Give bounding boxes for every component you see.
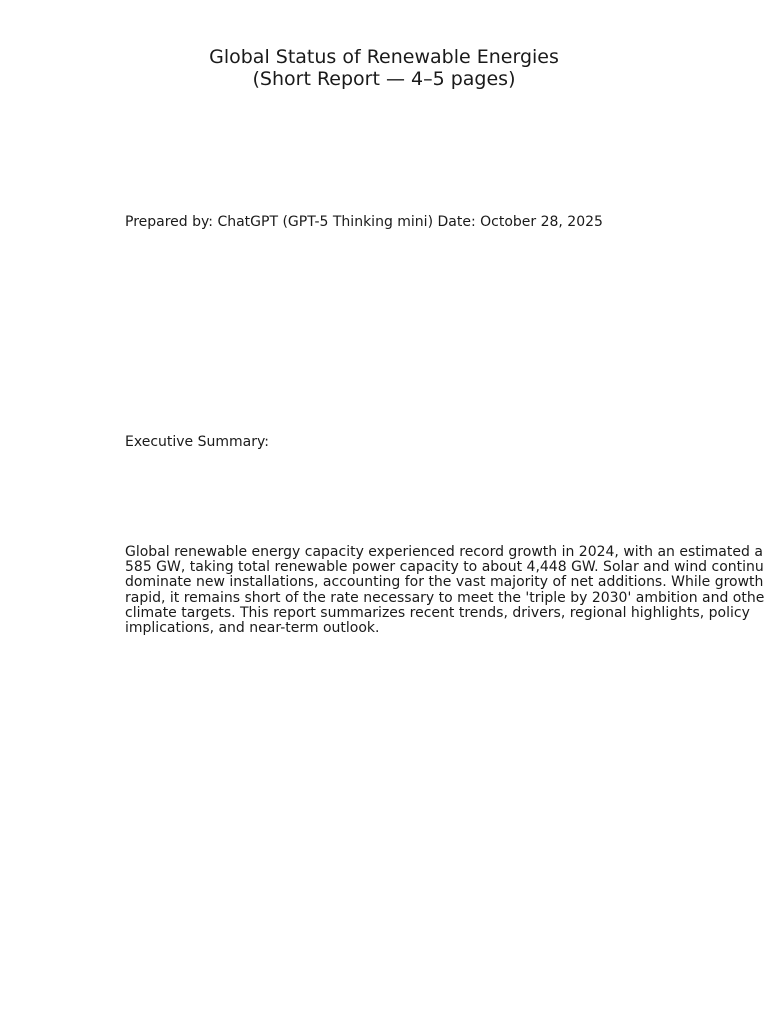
summary-line: climate targets. This report summarizes recent trends, drivers, regional highlights, policy [125, 604, 750, 621]
title-line: Global Status of Renewable Energies [209, 46, 559, 68]
summary-line: implications, and near-term outlook. [125, 620, 380, 637]
document-title [0, 46, 768, 90]
executive-summary-heading: Executive Summary: [125, 434, 269, 450]
summary-line: Global renewable energy capacity experienced record growth in 2024, with an estimated a [125, 545, 763, 560]
prepared-by-line: Prepared by: ChatGPT (GPT-5 Thinking mini) Date: October 28, 2025 [125, 214, 603, 230]
summary-line: 585 GW, taking total renewable power capacity to about 4,448 GW. Solar and wind continu [125, 559, 764, 576]
executive-summary-paragraph [125, 545, 768, 636]
summary-line: rapid, it remains short of the rate necessary to meet the 'triple by 2030' ambition and othe [125, 589, 765, 606]
subtitle-line: (Short Report — 4–5 pages) [252, 68, 516, 90]
summary-line: dominate new installations, accounting for the vast majority of net additions. While growth [125, 574, 764, 591]
